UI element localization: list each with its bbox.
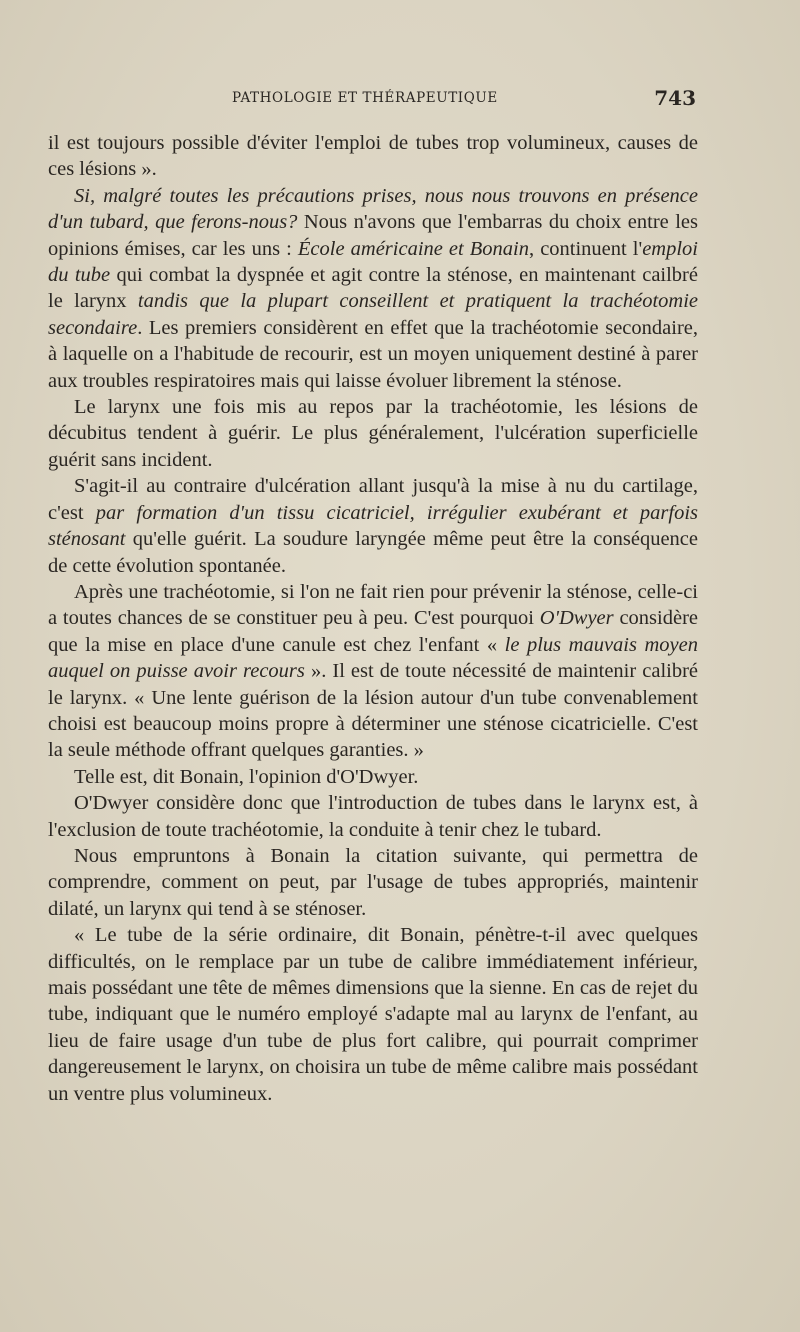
italic-phrase: tandis que la plupart conseillent et pratiquent la trachéotomie secondaire bbox=[48, 290, 698, 339]
paragraph-7: O'Dwyer considère donc que l'introduction de tubes dans le larynx est, à l'exclusion de toute trachéotomie, la conduite à tenir chez le tubard. bbox=[48, 792, 698, 841]
italic-phrase: par formation d'un tissu cicatriciel, irrégulier exubérant et parfois sténosant bbox=[48, 501, 698, 551]
italic-phrase: Si, malgré toutes les précautions prises, nous nous trouvons en présence d'un tubard, que ferons-nous? bbox=[48, 184, 698, 234]
italic-phrase: École américaine et Bonain bbox=[297, 237, 529, 260]
italic-phrase: emploi du tube bbox=[48, 237, 698, 287]
paragraph-1: il est toujours possible d'éviter l'emploi de tubes trop volumineux, causes de ces lésions ». bbox=[48, 132, 698, 181]
paragraph-9: « Le tube de la série ordinaire, dit Bonain, pénètre-t-il avec quelques difficultés, on le remplace par un tube de calibre immédiatement inférieur, mais possédant une tête de mêmes dimensions que la sienne. En cas de rejet du tube, indiquant que le numéro employé s'adapte mal au larynx de l'enfant, au lieu de faire usage d'un tube de plus fort calibre, qui pourrait comprimer dangereusement le larynx, on choisira un tube de même calibre mais possédant un ventre plus volumineux. bbox=[48, 924, 698, 1105]
paragraph-2: Si, malgré toutes les précautions prises, nous nous trouvons en présence d'un tubard, que ferons-nous? Nous n'avons que l'embarras du choix entre les opinions émises, car les uns : École américaine et Bonain, continuent l'emploi du tube qui combat la dyspnée et agit contre la sténose, en maintenant cailbré le larynx tandis que la plupart conseillent et pratiquent la trachéotomie secondaire. Les premiers considèrent en effet que la trachéotomie secondaire, à laquelle on a l'habitude de recourir, est un moyen uniquement destiné à parer aux troubles respiratoires mais qui laisse évoluer librement la sténose. bbox=[48, 184, 698, 392]
paragraph-6: Telle est, dit Bonain, l'opinion d'O'Dwyer. bbox=[74, 765, 419, 788]
paragraph-5: Après une trachéotomie, si l'on ne fait rien pour prévenir la sténose, celle-ci a toutes chances de se constituer peu à peu. C'est pourquoi O'Dwyer considère que la mise en place d'une canule est chez l'enfant « le plus mauvais moyen auquel on puisse avoir recours ». Il est de toute nécessité de maintenir calibré le larynx. « Une lente guérison de la lésion autour d'un tube convenablement choisi est beaucoup moins propre à déterminer une sténose cicatricielle. C'est la seule méthode offrant quelques garanties. » bbox=[48, 580, 699, 762]
italic-phrase: O'Dwyer bbox=[539, 607, 614, 630]
body-text bbox=[48, 130, 698, 1107]
running-head: PATHOLOGIE ET THÉRAPEUTIQUE bbox=[232, 90, 498, 106]
page-number: 743 bbox=[654, 86, 696, 110]
italic-phrase: le plus mauvais moyen auquel on puisse avoir recours bbox=[48, 633, 698, 683]
page-header bbox=[48, 88, 698, 112]
paragraph-3: Le larynx une fois mis au repos par la trachéotomie, les lésions de décubitus tendent à guérir. Le plus généralement, l'ulcération superficielle guérit sans incident. bbox=[48, 396, 698, 471]
paragraph-4: S'agit-il au contraire d'ulcération allant jusqu'à la mise à nu du cartilage, c'est par formation d'un tissu cicatriciel, irrégulier exubérant et parfois sténosant qu'elle guérit. La soudure laryngée même peut être la conséquence de cette évolution spontanée. bbox=[48, 475, 698, 577]
paragraph-8: Nous empruntons à Bonain la citation suivante, qui permettra de comprendre, comment on peut, par l'usage de tubes appropriés, maintenir dilaté, un larynx qui tend à se sténoser. bbox=[48, 844, 698, 920]
